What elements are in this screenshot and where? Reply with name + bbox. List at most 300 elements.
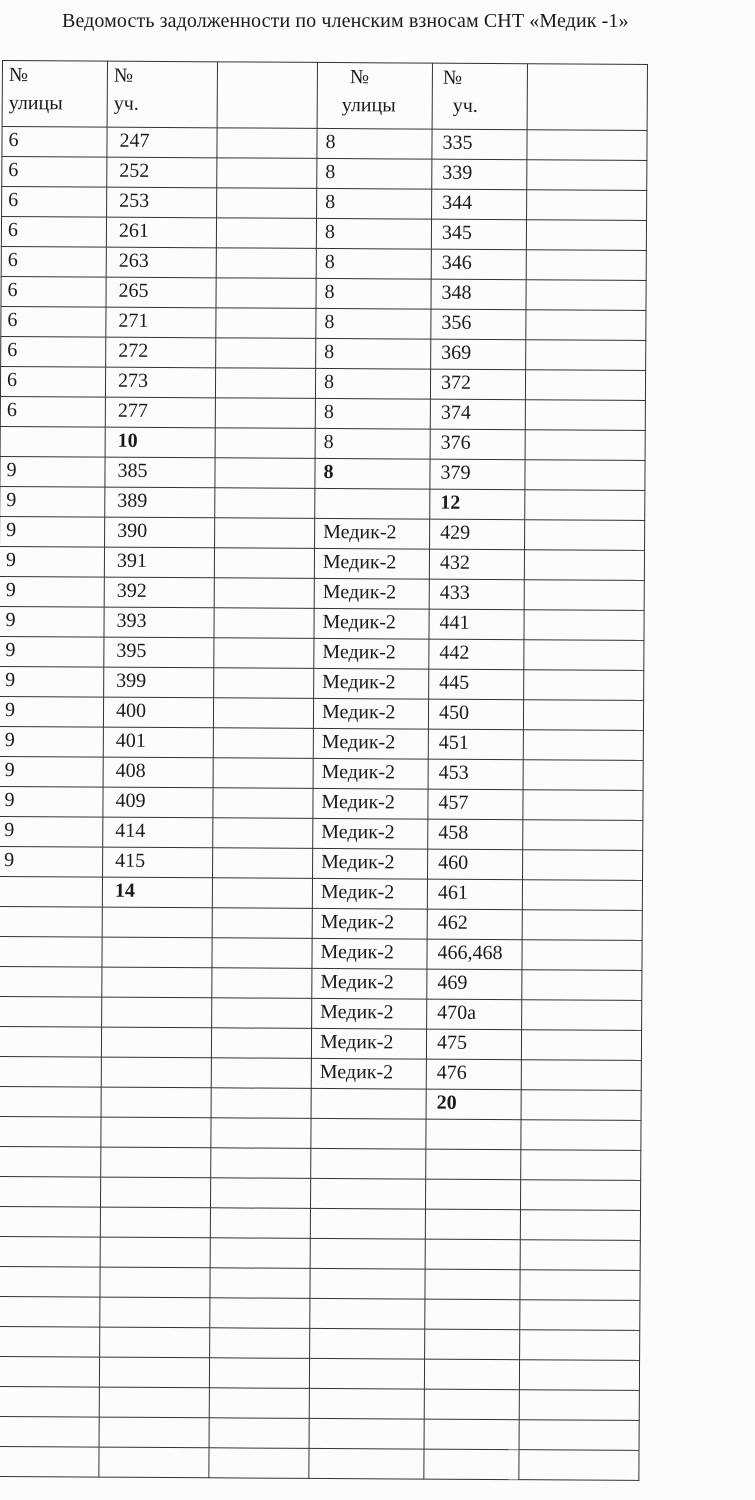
left-blank-cell (215, 368, 315, 399)
table-row (2, 187, 647, 221)
left-street-cell (0, 936, 102, 967)
left-blank-cell (214, 638, 314, 669)
right-street-cell: Медик-2 (312, 878, 427, 909)
right-plot-cell: 356 (431, 309, 526, 340)
table-row (0, 966, 642, 1000)
left-street-cell: 6 (1, 336, 106, 367)
right-plot-cell: 432 (429, 549, 524, 580)
table-row (0, 786, 643, 820)
left-plot-cell: 392 (104, 577, 214, 608)
left-blank-cell (214, 578, 314, 609)
left-plot-cell: 415 (103, 847, 213, 878)
right-plot-cell: 475 (426, 1029, 521, 1060)
table-row (0, 756, 643, 790)
left-plot-cell (101, 1027, 211, 1058)
left-plot-cell (100, 1207, 210, 1238)
right-blank-cell (525, 430, 645, 461)
left-street-cell: 6 (2, 187, 107, 218)
table-row (2, 127, 647, 161)
right-blank-cell (524, 670, 644, 701)
right-plot-cell: 453 (428, 759, 523, 790)
right-plot-cell (426, 1149, 521, 1180)
right-blank-cell (523, 790, 643, 821)
table-row (0, 816, 643, 850)
table-row (1, 246, 646, 280)
right-street-cell: 8 (315, 398, 430, 429)
right-plot-cell: 451 (428, 729, 523, 760)
left-street-cell (0, 426, 105, 457)
table-row (1, 306, 646, 340)
right-street-cell: 8 (315, 368, 430, 399)
table-row (0, 1146, 641, 1180)
document-title: Ведомость задолженности по членским взносам СНТ «Медик -1» (62, 10, 629, 32)
right-blank-cell (524, 610, 644, 641)
table-row (0, 1416, 639, 1450)
right-plot-cell: 461 (427, 879, 522, 910)
left-blank-cell (213, 848, 313, 879)
header-label: улицы (8, 92, 63, 115)
left-plot-cell: 400 (103, 697, 213, 728)
left-street-cell (0, 966, 102, 997)
table-row (0, 456, 645, 490)
right-blank-cell (527, 190, 647, 221)
left-street-cell (0, 876, 103, 907)
right-blank-cell (521, 1150, 641, 1181)
right-blank-cell (525, 460, 645, 491)
right-plot-cell: 441 (429, 609, 524, 640)
table-row (0, 1296, 640, 1330)
right-plot-cell: 462 (427, 909, 522, 940)
left-street-cell (0, 1176, 101, 1207)
right-plot-cell: 445 (429, 669, 524, 700)
right-street-cell: Медик-2 (311, 1058, 426, 1089)
right-blank-cell (519, 1390, 639, 1421)
left-plot-cell (102, 907, 212, 938)
right-blank-cell (520, 1240, 640, 1271)
left-plot-cell (102, 967, 212, 998)
left-blank-cell (213, 758, 313, 789)
table-row (0, 486, 645, 520)
right-plot-cell (425, 1329, 520, 1360)
left-blank-cell (216, 248, 316, 279)
left-street-cell: 9 (0, 786, 103, 817)
right-blank-cell (523, 760, 643, 791)
right-street-cell: Медик-2 (314, 548, 429, 579)
left-plot-cell: 273 (105, 367, 215, 398)
right-plot-cell: 12 (430, 489, 525, 520)
right-street-cell: 8 (317, 128, 432, 159)
left-street-cell: 9 (0, 456, 105, 487)
left-blank-cell (210, 1268, 310, 1299)
right-blank-cell (520, 1300, 640, 1331)
right-blank-cell (520, 1210, 640, 1241)
left-plot-cell (99, 1387, 209, 1418)
right-blank-cell (522, 880, 642, 911)
left-plot-cell: 263 (106, 247, 216, 278)
right-plot-cell (426, 1119, 521, 1150)
left-street-cell: 6 (2, 157, 107, 188)
right-street-cell: Медик-2 (312, 998, 427, 1029)
table-row (0, 906, 642, 940)
right-plot-cell: 469 (427, 969, 522, 1000)
left-blank-cell (211, 1058, 311, 1089)
right-plot-cell: 374 (430, 399, 525, 430)
left-plot-cell: 414 (103, 817, 213, 848)
left-plot-cell: 265 (106, 277, 216, 308)
right-street-cell: 8 (316, 338, 431, 369)
right-blank-cell (527, 130, 647, 161)
right-street-cell (311, 1118, 426, 1149)
header-right-street (317, 62, 432, 129)
left-blank-cell (213, 698, 313, 729)
left-blank-cell (210, 1298, 310, 1329)
left-street-cell (0, 1116, 101, 1147)
table-row (1, 276, 646, 310)
table-row (0, 1206, 640, 1240)
left-blank-cell (212, 998, 312, 1029)
left-plot-cell: 277 (105, 397, 215, 428)
left-street-cell (0, 1146, 101, 1177)
right-street-cell: Медик-2 (313, 698, 428, 729)
right-blank-cell (522, 940, 642, 971)
right-plot-cell (424, 1419, 519, 1450)
right-plot-cell (425, 1239, 520, 1270)
left-street-cell: 6 (1, 276, 106, 307)
left-street-cell: 9 (0, 696, 104, 727)
left-plot-cell: 390 (105, 517, 215, 548)
left-plot-cell: 253 (107, 187, 217, 218)
left-blank-cell (214, 608, 314, 639)
left-blank-cell (211, 1088, 311, 1119)
left-blank-cell (213, 728, 313, 759)
header-label: улицы (341, 94, 396, 117)
left-blank-cell (209, 1388, 309, 1419)
left-blank-cell (210, 1178, 310, 1209)
right-plot-cell: 457 (428, 789, 523, 820)
right-street-cell (311, 1088, 426, 1119)
right-plot-cell (425, 1269, 520, 1300)
right-plot-cell: 466,468 (427, 939, 522, 970)
table-header-row (2, 61, 647, 131)
table-row (0, 666, 644, 700)
table-row (0, 426, 645, 460)
table-row (0, 396, 645, 430)
left-blank-cell (215, 428, 315, 459)
left-blank-cell (210, 1208, 310, 1239)
right-plot-cell: 429 (430, 519, 525, 550)
left-blank-cell (211, 1118, 311, 1149)
right-street-cell: Медик-2 (314, 638, 429, 669)
left-plot-cell (102, 937, 212, 968)
right-street-cell: Медик-2 (314, 608, 429, 639)
left-blank-cell (216, 218, 316, 249)
table-row (0, 1176, 641, 1210)
right-street-cell: 8 (317, 188, 432, 219)
table-row (0, 1116, 641, 1150)
right-plot-cell (425, 1179, 520, 1210)
header-label: № (8, 64, 29, 87)
left-street-cell: 9 (0, 666, 104, 697)
table-row (0, 846, 643, 880)
right-street-cell: Медик-2 (311, 1028, 426, 1059)
left-street-cell (0, 996, 102, 1027)
right-street-cell: 8 (316, 248, 431, 279)
left-plot-cell: 271 (106, 307, 216, 338)
left-street-cell (0, 1266, 100, 1297)
right-blank-cell (523, 700, 643, 731)
header-right-plot (432, 63, 527, 130)
left-street-cell (0, 1206, 100, 1237)
left-blank-cell (215, 458, 315, 489)
header-right-blank (527, 64, 647, 131)
right-street-cell (309, 1418, 424, 1449)
right-blank-cell (521, 1060, 641, 1091)
left-street-cell: 9 (0, 546, 105, 577)
left-street-cell (0, 1446, 99, 1477)
right-plot-cell (424, 1449, 519, 1480)
right-blank-cell (521, 1120, 641, 1151)
left-plot-cell: 389 (105, 487, 215, 518)
right-plot-cell: 339 (432, 159, 527, 190)
left-plot-cell (101, 1147, 211, 1178)
left-plot-cell: 385 (105, 457, 215, 488)
right-plot-cell (424, 1389, 519, 1420)
right-blank-cell (520, 1330, 640, 1361)
header-label: уч. (113, 92, 139, 115)
table-row (0, 876, 643, 910)
left-blank-cell (217, 158, 317, 189)
right-plot-cell: 376 (430, 429, 525, 460)
header-label: № (349, 66, 370, 89)
right-street-cell (310, 1328, 425, 1359)
left-blank-cell (214, 668, 314, 699)
left-plot-cell (100, 1237, 210, 1268)
right-blank-cell (524, 580, 644, 611)
left-plot-cell (101, 1117, 211, 1148)
left-plot-cell: 247 (107, 127, 217, 158)
right-street-cell (310, 1268, 425, 1299)
right-blank-cell (521, 1030, 641, 1061)
right-plot-cell: 345 (431, 219, 526, 250)
left-blank-cell (215, 518, 315, 549)
table-row (0, 576, 644, 610)
left-street-cell: 6 (1, 306, 106, 337)
right-blank-cell (525, 490, 645, 521)
left-street-cell (0, 1056, 101, 1087)
right-blank-cell (523, 850, 643, 881)
left-plot-cell (100, 1297, 210, 1328)
right-blank-cell (519, 1420, 639, 1451)
left-blank-cell (211, 1028, 311, 1059)
table-row (0, 516, 645, 550)
table-row (1, 217, 646, 251)
right-plot-cell: 344 (432, 189, 527, 220)
left-street-cell (0, 1356, 100, 1387)
right-street-cell: 8 (316, 308, 431, 339)
left-plot-cell: 272 (106, 337, 216, 368)
left-blank-cell (213, 788, 313, 819)
table-row (0, 1026, 642, 1060)
right-street-cell: 8 (317, 158, 432, 189)
left-plot-cell (99, 1357, 209, 1388)
right-street-cell: Медик-2 (312, 908, 427, 939)
left-blank-cell (209, 1448, 309, 1479)
left-blank-cell (216, 308, 316, 339)
left-street-cell: 9 (0, 606, 104, 637)
right-plot-cell: 460 (428, 849, 523, 880)
right-blank-cell (520, 1270, 640, 1301)
right-blank-cell (527, 160, 647, 191)
right-street-cell (309, 1388, 424, 1419)
left-street-cell: 6 (2, 127, 107, 158)
right-blank-cell (525, 400, 645, 431)
right-plot-cell: 20 (426, 1089, 521, 1120)
right-blank-cell (526, 280, 646, 311)
left-plot-cell (100, 1177, 210, 1208)
table-row (0, 1056, 641, 1090)
right-blank-cell (520, 1180, 640, 1211)
right-plot-cell: 442 (429, 639, 524, 670)
right-blank-cell (523, 730, 643, 761)
left-street-cell: 9 (0, 486, 105, 517)
right-blank-cell (526, 310, 646, 341)
left-blank-cell (212, 938, 312, 969)
table-row (0, 1446, 639, 1480)
right-street-cell (315, 488, 430, 519)
right-street-cell (310, 1298, 425, 1329)
left-blank-cell (215, 488, 315, 519)
right-street-cell: Медик-2 (313, 788, 428, 819)
right-blank-cell (525, 370, 645, 401)
table-row (0, 546, 645, 580)
left-plot-cell: 391 (104, 547, 214, 578)
right-street-cell: 8 (315, 428, 430, 459)
right-plot-cell: 470а (427, 999, 522, 1030)
left-plot-cell: 393 (104, 607, 214, 638)
left-blank-cell (212, 968, 312, 999)
left-street-cell: 9 (0, 846, 103, 877)
left-plot-cell (100, 1327, 210, 1358)
right-blank-cell (524, 640, 644, 671)
left-blank-cell (216, 278, 316, 309)
right-street-cell: 8 (316, 218, 431, 249)
left-plot-cell (99, 1417, 209, 1448)
right-blank-cell (519, 1450, 639, 1481)
left-plot-cell: 409 (103, 787, 213, 818)
right-blank-cell (524, 550, 644, 581)
left-plot-cell: 399 (104, 667, 214, 698)
header-left-street (2, 61, 107, 128)
left-blank-cell (217, 128, 317, 159)
left-street-cell (0, 1296, 100, 1327)
left-plot-cell: 401 (103, 727, 213, 758)
right-street-cell: Медик-2 (313, 818, 428, 849)
right-plot-cell: 369 (431, 339, 526, 370)
right-street-cell: Медик-2 (312, 968, 427, 999)
left-blank-cell (210, 1238, 310, 1269)
table-row (0, 996, 642, 1030)
right-blank-cell (522, 970, 642, 1001)
right-plot-cell: 372 (430, 369, 525, 400)
right-street-cell: Медик-2 (313, 758, 428, 789)
right-blank-cell (521, 1090, 641, 1121)
right-plot-cell: 450 (428, 699, 523, 730)
right-street-cell: Медик-2 (314, 668, 429, 699)
right-plot-cell (425, 1209, 520, 1240)
left-street-cell: 9 (0, 516, 105, 547)
left-street-cell (0, 906, 102, 937)
left-plot-cell (101, 1087, 211, 1118)
header-left-plot (107, 61, 217, 128)
left-plot-cell (101, 1057, 211, 1088)
right-street-cell (311, 1148, 426, 1179)
right-blank-cell (519, 1360, 639, 1391)
left-plot-cell: 252 (107, 157, 217, 188)
left-plot-cell (100, 1267, 210, 1298)
table-row (0, 696, 644, 730)
left-street-cell: 6 (1, 246, 106, 277)
left-street-cell (0, 1386, 99, 1417)
debt-table-body (0, 61, 647, 1481)
right-plot-cell: 379 (430, 459, 525, 490)
right-street-cell: Медик-2 (315, 518, 430, 549)
left-plot-cell (99, 1447, 209, 1478)
left-street-cell: 9 (0, 756, 103, 787)
table-row (0, 366, 645, 400)
left-blank-cell (215, 398, 315, 429)
left-street-cell (0, 1326, 100, 1357)
left-blank-cell (210, 1328, 310, 1359)
left-blank-cell (211, 1148, 311, 1179)
table-row (1, 336, 646, 370)
right-street-cell: Медик-2 (313, 848, 428, 879)
right-blank-cell (522, 910, 642, 941)
table-row (0, 1266, 640, 1300)
right-plot-cell: 335 (432, 129, 527, 160)
right-street-cell (309, 1448, 424, 1479)
right-plot-cell: 433 (429, 579, 524, 610)
right-street-cell (310, 1208, 425, 1239)
right-street-cell (310, 1238, 425, 1269)
left-plot-cell (102, 997, 212, 1028)
table-row (0, 1386, 639, 1420)
table-row (0, 936, 642, 970)
left-blank-cell (216, 338, 316, 369)
left-plot-cell: 408 (103, 757, 213, 788)
debt-table (0, 60, 648, 1481)
right-street-cell: Медик-2 (314, 578, 429, 609)
right-blank-cell (523, 820, 643, 851)
left-plot-cell: 14 (102, 877, 212, 908)
table-row (0, 1356, 640, 1390)
header-left-blank (217, 62, 317, 129)
right-plot-cell (424, 1359, 519, 1390)
right-plot-cell: 346 (431, 249, 526, 280)
debt-table-wrapper (0, 60, 647, 1481)
table-row (2, 157, 647, 191)
right-blank-cell (526, 340, 646, 371)
left-street-cell (0, 1416, 99, 1447)
left-blank-cell (214, 548, 314, 579)
table-row (0, 1236, 640, 1270)
table-row (0, 636, 644, 670)
header-label: № (442, 66, 463, 89)
left-street-cell: 6 (0, 396, 105, 427)
left-street-cell: 6 (1, 217, 106, 248)
right-plot-cell (425, 1299, 520, 1330)
left-street-cell: 9 (0, 636, 104, 667)
left-blank-cell (213, 818, 313, 849)
